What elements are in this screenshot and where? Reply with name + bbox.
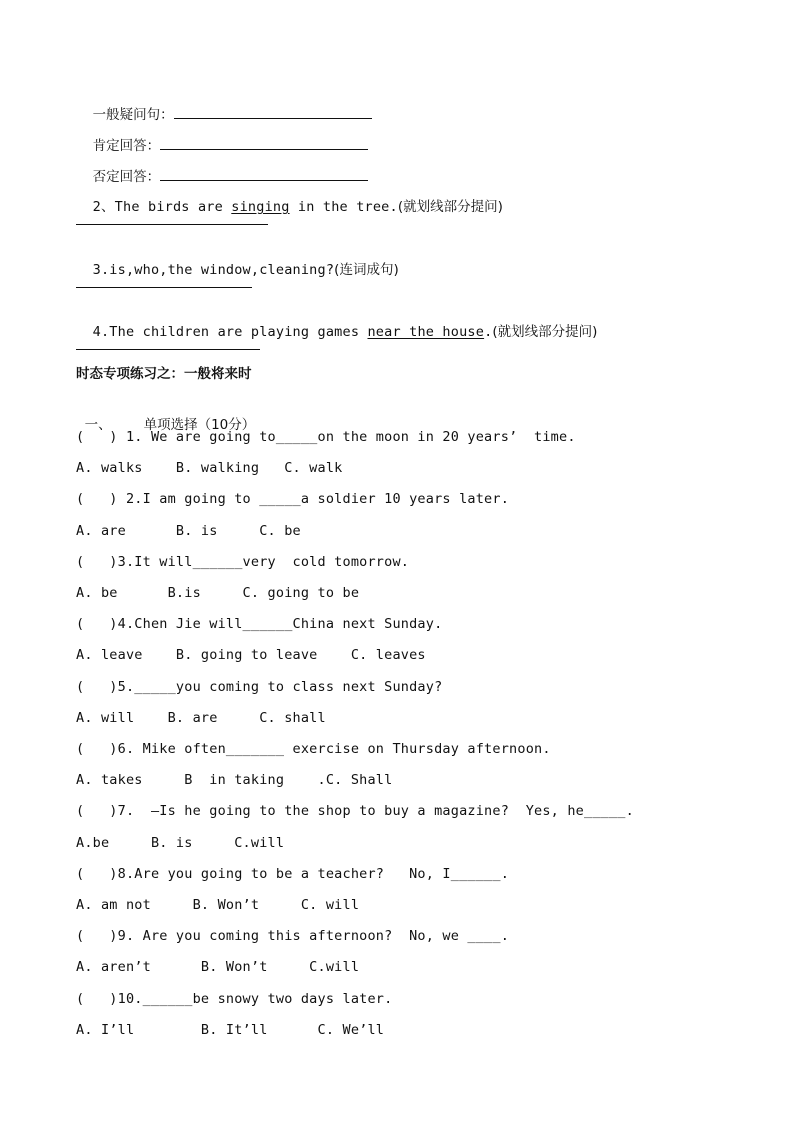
mc-question-4: ( )4.Chen Jie will______China next Sunday.: [76, 616, 443, 632]
general-question-label: 一般疑问句：: [92, 107, 174, 123]
mc-options-9: A. aren’t B. Won’t C.will: [76, 959, 360, 975]
q2-underlined: singing: [231, 199, 290, 215]
q2-post: in the tree.: [289, 199, 398, 215]
q2-answer-line[interactable]: [76, 224, 268, 225]
q4-answer-line[interactable]: [76, 349, 260, 350]
q4-pre: 4.The children are playing games: [92, 324, 368, 340]
q3-instruction: (连词成句): [334, 262, 399, 278]
mc-options-10: A. I’ll B. It’ll C. We’ll: [76, 1022, 385, 1038]
mc-options-3: A. be B.is C. going to be: [76, 585, 360, 601]
mc-question-1: ( ) 1. We are going to_____on the moon in 20 years’ time.: [76, 429, 576, 445]
q4-underlined: near the house: [367, 324, 485, 340]
q3-text: 3.is,who,the window,cleaning?: [92, 262, 335, 278]
mc-question-7: ( )7. –Is he going to the shop to buy a magazine? Yes, he_____.: [76, 803, 634, 819]
mc-options-4: A. leave B. going to leave C. leaves: [76, 647, 426, 663]
mc-options-6: A. takes B in taking .C. Shall: [76, 772, 393, 788]
subsection-number: 一、: [84, 417, 112, 433]
question-2: [76, 177, 503, 217]
q2-instruction: (就划线部分提问): [397, 199, 503, 215]
mc-options-7: A.be B. is C.will: [76, 835, 285, 851]
mc-question-6: ( )6. Mike often_______ exercise on Thursday afternoon.: [76, 741, 551, 757]
negative-answer-label: 否定回答：: [92, 169, 161, 185]
mc-question-10: ( )10.______be snowy two days later.: [76, 991, 393, 1007]
mc-options-1: A. walks B. walking C. walk: [76, 460, 343, 476]
section-title: 时态专项练习之：一般将来时: [76, 366, 252, 382]
mc-question-2: ( ) 2.I am going to _____a soldier 10 years later.: [76, 491, 510, 507]
mc-options-5: A. will B. are C. shall: [76, 710, 326, 726]
q4-post: .: [484, 324, 493, 340]
mc-question-9: ( )9. Are you coming this afternoon? No, we ____.: [76, 928, 510, 944]
mc-options-2: A. are B. is C. be: [76, 523, 301, 539]
question-3: [76, 240, 399, 280]
q3-answer-line[interactable]: [76, 287, 252, 288]
affirmative-answer-label: 肯定回答：: [92, 138, 161, 154]
mc-options-8: A. am not B. Won’t C. will: [76, 897, 360, 913]
mc-question-3: ( )3.It will______very cold tomorrow.: [76, 554, 410, 570]
q2-pre: 2、The birds are: [92, 199, 232, 215]
q4-instruction: (就划线部分提问): [492, 324, 598, 340]
subsection-title: 单项选择（10分）: [143, 417, 256, 433]
mc-question-5: ( )5._____you coming to class next Sunday?: [76, 679, 443, 695]
mc-question-8: ( )8.Are you going to be a teacher? No, I______.: [76, 866, 510, 882]
question-4: [76, 302, 597, 342]
